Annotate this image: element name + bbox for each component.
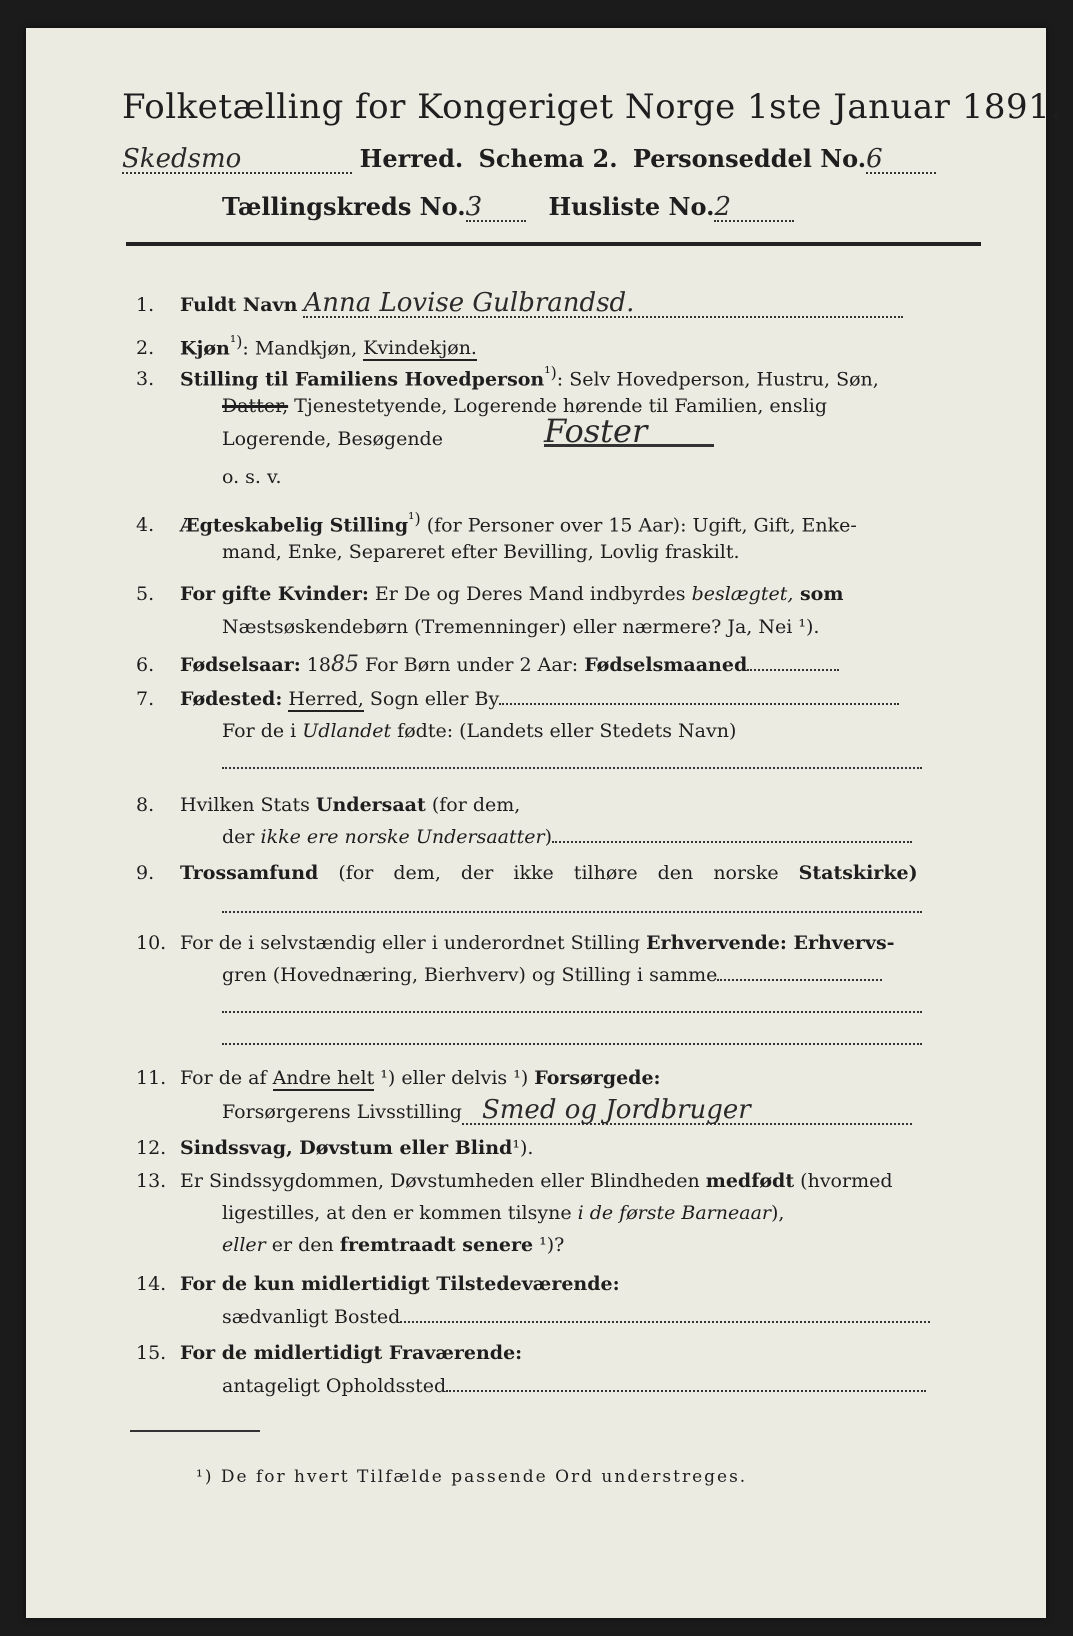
q14-blank	[400, 1313, 930, 1323]
q6-text: For Børn under 2 Aar:	[358, 654, 585, 676]
q10-line4	[222, 1026, 922, 1052]
q13-line3a: er den	[265, 1234, 340, 1256]
q12-line	[136, 1135, 533, 1161]
form-title: Folketælling for Kongeriget Norge 1ste Januar 1891.	[122, 87, 1062, 127]
q5-text1: Er De og Deres Mand indbyrdes	[368, 583, 692, 605]
q10-blank	[717, 971, 882, 981]
q15-label: For de midlertidigt Fraværende:	[180, 1342, 523, 1364]
q4-label: Ægteskabelig Stilling	[180, 514, 409, 537]
q5-italic: beslægtet,	[691, 583, 794, 605]
q3-line3	[222, 426, 443, 452]
q14-line2: sædvanligt Bosted	[222, 1306, 401, 1328]
q6-label2: Fødselsmaaned	[584, 654, 748, 676]
q14-label: For de kun midlertidigt Tilstedeværende:	[180, 1273, 620, 1295]
footnote: ¹) De for hvert Tilfælde passende Ord understreges.	[196, 1467, 748, 1487]
q8-text1: Hvilken Stats	[180, 794, 316, 816]
q10-line3	[222, 994, 922, 1020]
q4-number: 4.	[136, 514, 155, 537]
q11-line1	[136, 1065, 661, 1091]
q3-sup: ¹)	[544, 363, 557, 382]
q12-number: 12.	[136, 1137, 167, 1159]
q13-line2b: ),	[771, 1202, 785, 1224]
q6-value: 85	[330, 652, 359, 677]
q10-blank3	[222, 1035, 922, 1045]
q2-number: 2.	[136, 337, 155, 360]
q14-line1	[136, 1271, 620, 1297]
q15-line2	[222, 1373, 926, 1399]
q11-number: 11.	[136, 1067, 167, 1089]
q11-text1: For de af	[180, 1067, 273, 1089]
q9-number: 9.	[136, 862, 155, 884]
q3-line4: o. s. v.	[222, 466, 282, 488]
q9-line1	[136, 860, 918, 886]
q2-label: Kjøn	[180, 337, 230, 360]
q8-line2i: ikke ere norske Undersaatter	[260, 826, 545, 848]
q3-line1	[136, 360, 879, 392]
q14-number: 14.	[136, 1273, 167, 1295]
q11-value: Smed og Jordbruger	[462, 1097, 912, 1125]
q7-underlined: Herred,	[288, 688, 364, 710]
q8-line2	[222, 824, 912, 850]
herred-value: Skedsmo	[122, 146, 352, 174]
q9-line2	[222, 894, 922, 920]
q2-underlined: Kvindekjøn.	[363, 337, 477, 360]
q11-underlined: Andre helt	[272, 1067, 375, 1089]
q13-text1b: (hvormed	[794, 1170, 893, 1192]
q11-line2	[222, 1097, 912, 1125]
q13-label: medfødt	[705, 1170, 795, 1192]
q2-sup: ¹)	[229, 332, 243, 351]
husliste-label: Husliste No.	[548, 192, 715, 221]
q6-blank	[747, 661, 839, 671]
q13-line3b: fremtraadt senere	[339, 1234, 534, 1256]
q7-line2i: Udlandet	[302, 720, 392, 742]
q3-line2-text: Tjenestetyende, Logerende hørende til Familien, enslig	[288, 395, 827, 417]
q11-sup1: ¹)	[374, 1067, 396, 1089]
schema-label: Schema 2.	[478, 144, 618, 173]
q7-line3	[222, 750, 922, 776]
q7-text: Sogn eller By	[363, 688, 500, 710]
q3-value: Foster	[544, 418, 714, 447]
q9-text: (for dem, der ikke tilhøre den norske	[318, 862, 799, 884]
q11-line2: Forsørgerens Livsstilling	[222, 1101, 462, 1123]
q9-label2: Statskirke)	[798, 862, 918, 884]
q13-number: 13.	[136, 1170, 167, 1192]
q2-line	[136, 329, 477, 361]
q11-label: Forsørgede:	[534, 1067, 661, 1089]
personseddel-value: 6	[866, 146, 936, 174]
q13-line2a: ligestilles, at den er kommen tilsyne	[222, 1202, 578, 1224]
q10-text1b: Erhvervs-	[786, 932, 895, 954]
q8-label: Undersaat	[315, 794, 426, 816]
q4-text1: (for Personer over 15 Aar): Ugift, Gift, Enke-	[420, 514, 857, 537]
q7-number: 7.	[136, 688, 155, 710]
q3-label: Stilling til Familiens Hovedperson	[180, 368, 545, 391]
header-rule	[126, 242, 981, 246]
q8-text1b: (for dem,	[425, 794, 521, 816]
q15-number: 15.	[136, 1342, 167, 1364]
q6-number: 6.	[136, 654, 155, 676]
q15-blank	[446, 1382, 926, 1392]
q7-line2b: fødte: (Landets eller Stedets Navn)	[391, 720, 737, 742]
herred-line	[122, 146, 936, 174]
q3-struck-word: Datter,	[222, 395, 289, 417]
q13-line3c: ¹)?	[533, 1234, 565, 1256]
q4-sup: ¹)	[408, 509, 421, 528]
q7-blank	[499, 695, 899, 705]
q6-line	[136, 652, 839, 678]
kreds-value: 3	[466, 194, 526, 222]
q12-sup: ¹).	[512, 1137, 534, 1159]
q10-text1: For de i selvstændig eller i underordnet Stilling	[180, 932, 647, 954]
q1-value: Anna Lovise Gulbrandsd.	[303, 290, 903, 318]
q10-line2: gren (Hovednæring, Bierhverv) og Stilling i samme	[222, 964, 718, 986]
q11-text1b: eller delvis ¹)	[395, 1067, 535, 1089]
q3-number: 3.	[136, 368, 155, 391]
q2-text: : Mandkjøn,	[242, 337, 364, 360]
q8-line2a: der	[222, 826, 261, 848]
q7-blank2	[222, 759, 922, 769]
q9-label: Trossamfund	[180, 862, 319, 884]
q5-text1b: som	[793, 583, 844, 605]
q1-label: Fuldt Navn	[180, 294, 298, 316]
q13-line2i: i de første Barneaar	[577, 1202, 771, 1224]
q13-line3i: eller	[222, 1234, 266, 1256]
q13-text1: Er Sindssygdommen, Døvstumheden eller Blindheden	[180, 1170, 706, 1192]
q8-line1	[136, 792, 520, 818]
census-form	[26, 28, 1062, 1618]
q5-number: 5.	[136, 583, 155, 605]
q10-line2	[222, 962, 882, 988]
q6-prefix: 18	[300, 654, 331, 676]
q14-line2	[222, 1304, 930, 1330]
q7-line2a: For de i	[222, 720, 303, 742]
q4-line2: mand, Enke, Separeret efter Bevilling, Lovlig fraskilt.	[222, 541, 740, 563]
q4-line1	[136, 506, 857, 538]
q9-blank	[222, 903, 922, 913]
q3-line2	[222, 393, 827, 419]
kreds-label: Tællingskreds No.	[222, 192, 466, 221]
q6-label: Fødselsaar:	[180, 654, 301, 676]
q3-text1: : Selv Hovedperson, Hustru, Søn,	[556, 368, 879, 391]
q8-number: 8.	[136, 794, 155, 816]
husliste-value: 2	[714, 194, 794, 222]
q10-line1	[136, 930, 895, 956]
q13-line1	[136, 1168, 893, 1194]
q5-label: For gifte Kvinder:	[180, 583, 369, 605]
q13-line3	[222, 1232, 564, 1258]
q7-line1	[136, 686, 899, 712]
q5-line2: Næstsøskendebørn (Tremenninger) eller nærmere? Ja, Nei ¹).	[222, 616, 820, 638]
q7-label: Fødested:	[180, 688, 283, 710]
q15-line1	[136, 1340, 522, 1366]
q5-line1	[136, 581, 843, 607]
herred-label: Herred.	[359, 144, 464, 173]
kreds-line	[222, 194, 794, 222]
q1-number: 1.	[136, 294, 155, 316]
q10-blank2	[222, 1003, 922, 1013]
q8-blank	[552, 833, 912, 843]
q8-line2b: )	[544, 826, 552, 848]
q10-number: 10.	[136, 932, 167, 954]
q13-line2	[222, 1200, 784, 1226]
q7-line2	[222, 718, 736, 744]
personseddel-label: Personseddel No.	[632, 144, 867, 173]
footnote-rule	[130, 1430, 260, 1432]
q1-line	[136, 290, 903, 318]
q10-label: Erhvervende:	[646, 932, 787, 954]
q15-line2: antageligt Opholdssted	[222, 1375, 447, 1397]
q3-line3-text: Logerende, Besøgende	[222, 428, 443, 450]
q12-label: Sindssvag, Døvstum eller Blind	[180, 1137, 513, 1159]
